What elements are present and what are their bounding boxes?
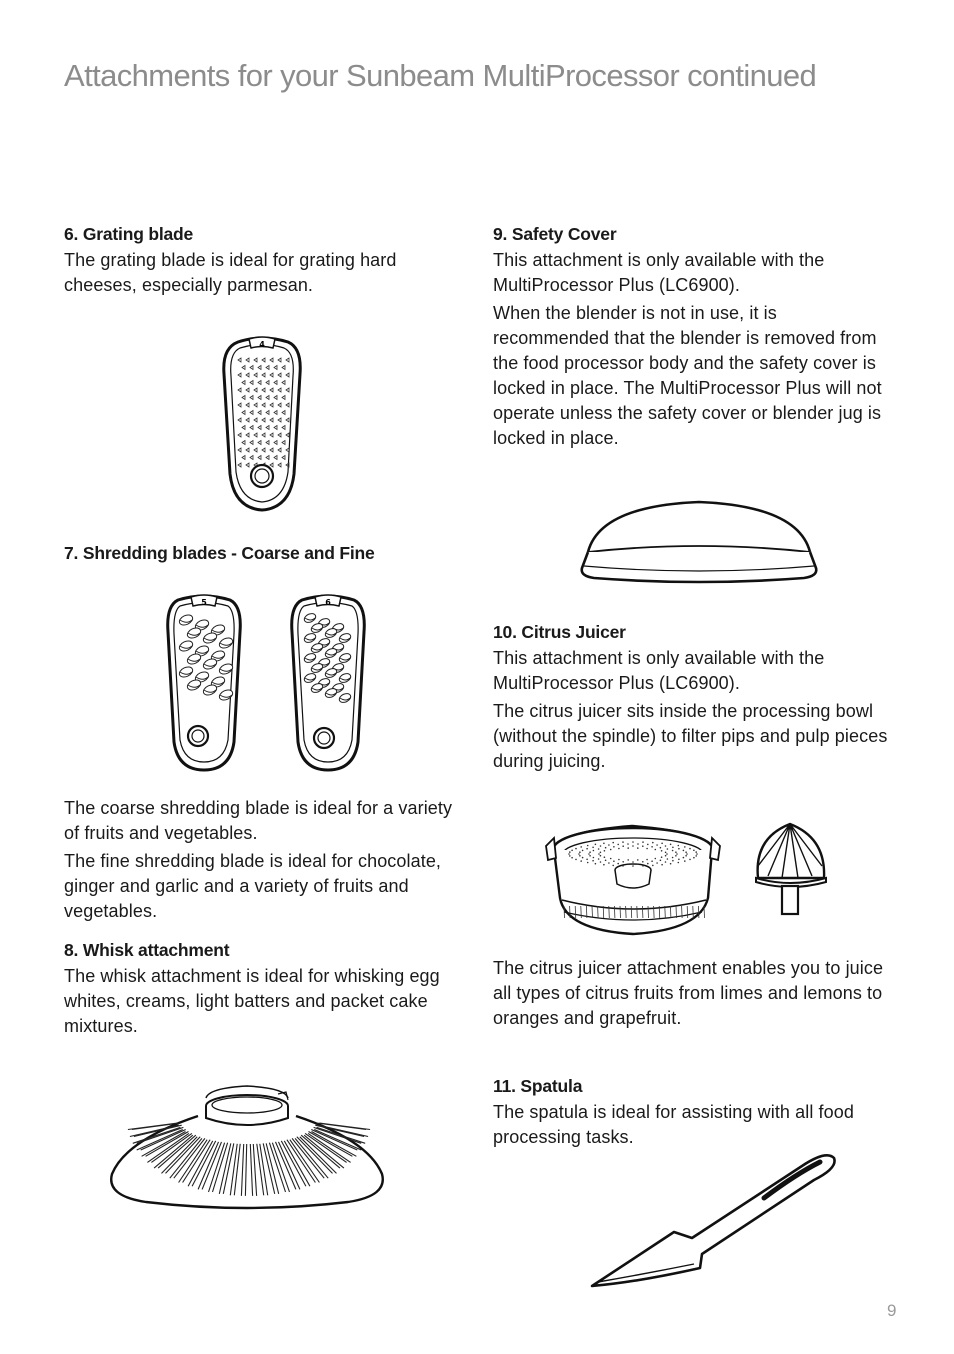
basket-hole [660, 860, 662, 862]
basket-hole [672, 850, 674, 852]
basket-rib [598, 906, 599, 918]
basket-rib [642, 906, 643, 918]
basket-hole [695, 851, 697, 853]
section-text: The citrus juicer sits inside the processing bowl (without the spindle) to filter pips and pulp pieces during juicing. [493, 701, 888, 771]
basket-hole [608, 862, 610, 864]
basket-hole [595, 863, 597, 865]
section-text: This attachment is only available with the MultiProcessor Plus (LC6900). [493, 648, 825, 693]
basket-hole [592, 860, 594, 862]
basket-hole [593, 857, 595, 859]
basket-rib [687, 906, 688, 918]
basket-hole [661, 850, 663, 852]
basket-hole [604, 850, 606, 852]
section-whisk [64, 938, 464, 1039]
basket-hole [678, 859, 680, 861]
section-heading: 8. Whisk attachment [64, 940, 230, 960]
basket-hole [603, 864, 605, 866]
basket-hole [610, 858, 612, 860]
basket-hole [646, 848, 648, 850]
basket-hole [587, 845, 589, 847]
basket-hole [651, 846, 653, 848]
basket-hole [578, 853, 580, 855]
basket-hole [666, 853, 668, 855]
basket-hole [605, 847, 607, 849]
basket-hole [604, 856, 606, 858]
basket-hole [661, 843, 663, 845]
basket-hole [588, 853, 590, 855]
basket-hole [582, 850, 584, 852]
section-heading: 6. Grating blade [64, 224, 194, 244]
basket-hole [575, 859, 577, 861]
page-number: 9 [887, 1301, 897, 1320]
basket-hole [617, 844, 619, 846]
basket-hole [651, 860, 653, 862]
basket-rib [603, 906, 604, 918]
section-spatula [493, 1074, 898, 1150]
basket-hole [684, 860, 686, 862]
basket-hole [587, 862, 589, 864]
section-text: The citrus juicer attachment enables you to juice all types of citrus fruits from limes and lemons to oranges and grapefruit. [493, 958, 884, 1028]
basket-rib [665, 906, 666, 918]
basket-hole [672, 860, 674, 862]
section-shredding-blades [64, 541, 464, 565]
basket-hole [569, 851, 571, 853]
basket-hole [627, 847, 629, 849]
basket-hole [598, 848, 600, 850]
basket-hole [678, 862, 680, 864]
basket-hole [618, 848, 620, 850]
basket-rib [564, 906, 565, 918]
basket-rib [592, 906, 593, 918]
basket-hole [600, 861, 602, 863]
basket-hole [656, 844, 658, 846]
basket-hole [568, 853, 570, 855]
basket-rib [609, 906, 610, 918]
basket-hole [652, 865, 654, 867]
basket-hole [613, 860, 615, 862]
basket-hole [592, 847, 594, 849]
basket-hole [685, 855, 687, 857]
section-text: The fine shredding blade is ideal for chocolate, ginger and garlic and a variety of fruits and vegetables. [64, 851, 442, 921]
blade-number: 5 [201, 598, 207, 607]
basket-hole [569, 855, 571, 857]
basket-rib [570, 906, 571, 918]
basket-rib [620, 906, 621, 918]
basket-hole [685, 851, 687, 853]
basket-hole [605, 860, 607, 862]
basket-hole [693, 850, 695, 852]
basket-hole [580, 846, 582, 848]
basket-hole [586, 859, 588, 861]
basket-hole [676, 853, 678, 855]
basket-rib [698, 906, 699, 918]
basket-rib [581, 906, 582, 918]
basket-hole [632, 845, 634, 847]
section-text: The grating blade is ideal for grating hard cheeses, especially parmesan. [64, 250, 397, 295]
basket-hole [603, 843, 605, 845]
basket-hole [683, 850, 685, 852]
section-citrus-text [493, 954, 898, 1031]
basket-hole [642, 841, 644, 843]
basket-hole [667, 858, 669, 860]
basket-rib [682, 906, 683, 918]
basket-hole [670, 863, 672, 865]
basket-hole [672, 847, 674, 849]
blade-number: 4 [259, 340, 265, 349]
basket-hole [684, 846, 686, 848]
basket-hole [655, 849, 657, 851]
basket-hole [689, 848, 691, 850]
basket-hole [598, 858, 600, 860]
basket-hole [665, 861, 667, 863]
basket-hole [675, 855, 677, 857]
basket-hole [627, 859, 629, 861]
basket-hole [637, 847, 639, 849]
basket-hole [647, 863, 649, 865]
basket-hole [689, 859, 691, 861]
basket-hole [683, 857, 685, 859]
section-text: When the blender is not in use, it is recommended that the blender is removed from the food processor body and the safety cover is locked in place. The MultiProcessor Plus will not operate unless the safety cover or blender jug is locked in place. [493, 303, 882, 448]
basket-hole [672, 857, 674, 859]
basket-hole [595, 844, 597, 846]
basket-hole [637, 843, 639, 845]
section-heading: 11. Spatula [493, 1076, 583, 1096]
basket-hole [655, 858, 657, 860]
basket-hole [637, 859, 639, 861]
section-heading: 9. Safety Cover [493, 224, 617, 244]
fine-shredding-blade [292, 595, 365, 770]
basket-rib [637, 906, 638, 918]
basket-hole [665, 845, 667, 847]
basket-hole [580, 860, 582, 862]
basket-rib [659, 906, 660, 918]
basket-rib [654, 906, 655, 918]
safety-cover-illustration [576, 498, 822, 586]
section-text: The whisk attachment is ideal for whisking egg whites, creams, light batters and packet cake mixtures. [64, 966, 440, 1036]
basket-hole [632, 865, 634, 867]
section-text: This attachment is only available with the MultiProcessor Plus (LC6900). [493, 250, 825, 295]
section-shredding-text [64, 794, 464, 924]
basket-hole [667, 848, 669, 850]
basket-hole [600, 855, 602, 857]
basket-hole [600, 852, 602, 854]
basket-hole [695, 855, 697, 857]
basket-hole [571, 857, 573, 859]
basket-hole [582, 857, 584, 859]
basket-rib [670, 906, 671, 918]
basket-hole [622, 861, 624, 863]
coarse-shredding-blade [168, 595, 241, 770]
basket-hole [678, 848, 680, 850]
basket-hole [652, 842, 654, 844]
basket-hole [612, 842, 614, 844]
basket-rib [693, 906, 694, 918]
basket-rib [626, 906, 627, 918]
basket-hole [586, 848, 588, 850]
basket-hole [612, 865, 614, 867]
basket-hole [622, 845, 624, 847]
section-heading: 10. Citrus Juicer [493, 622, 626, 642]
juicer-cone [756, 824, 826, 914]
basket-rib [575, 906, 576, 918]
basket-hole [610, 849, 612, 851]
basket-hole [678, 845, 680, 847]
basket-hole [642, 865, 644, 867]
blade-number: 6 [325, 598, 331, 607]
citrus-juicer-illustration [542, 814, 862, 940]
basket-hole [632, 861, 634, 863]
basket-rib [586, 906, 587, 918]
basket-rib [631, 906, 632, 918]
section-text: The coarse shredding blade is ideal for a variety of fruits and vegetables. [64, 798, 453, 843]
basket-hole [675, 851, 677, 853]
basket-hole [660, 847, 662, 849]
basket-rib [704, 906, 705, 918]
basket-hole [656, 862, 658, 864]
section-heading: 7. Shredding blades - Coarse and Fine [64, 543, 375, 563]
grating-blade-illustration [218, 334, 306, 514]
basket-hole [642, 861, 644, 863]
section-grating-blade [64, 222, 464, 298]
basket-hole [642, 845, 644, 847]
basket-hole [637, 863, 639, 865]
basket-hole [627, 863, 629, 865]
basket-hole [661, 856, 663, 858]
basket-hole [571, 850, 573, 852]
section-safety-cover [493, 222, 898, 451]
basket-hole [575, 848, 577, 850]
basket-hole [665, 852, 667, 854]
basket-hole [693, 857, 695, 859]
basket-hole [670, 844, 672, 846]
basket-hole [589, 855, 591, 857]
basket-rib [676, 906, 677, 918]
basket-hole [598, 853, 600, 855]
basket-hole [617, 863, 619, 865]
basket-hole [593, 850, 595, 852]
basket-hole [613, 846, 615, 848]
basket-rib [648, 906, 649, 918]
section-text: The spatula is ideal for assisting with all food processing tasks. [493, 1102, 854, 1147]
basket-hole [647, 844, 649, 846]
shredding-blades-illustration [160, 592, 375, 774]
basket-hole [579, 851, 581, 853]
juicer-filter-basket [546, 826, 720, 934]
basket-hole [608, 844, 610, 846]
basket-hole [589, 851, 591, 853]
basket-hole [661, 864, 663, 866]
basket-hole [627, 843, 629, 845]
spatula-illustration [588, 1150, 840, 1292]
basket-hole [646, 859, 648, 861]
basket-hole [622, 865, 624, 867]
basket-rib [614, 906, 615, 918]
basket-hole [632, 841, 634, 843]
basket-hole [686, 853, 688, 855]
basket-hole [600, 845, 602, 847]
section-citrus-juicer [493, 620, 898, 774]
basket-hole [579, 855, 581, 857]
basket-hole [665, 855, 667, 857]
basket-hole [622, 841, 624, 843]
page-title: Attachments for your Sunbeam MultiProcessor continued [64, 58, 817, 93]
whisk-attachment-illustration [106, 1084, 388, 1212]
basket-hole [618, 859, 620, 861]
basket-hole [696, 853, 698, 855]
